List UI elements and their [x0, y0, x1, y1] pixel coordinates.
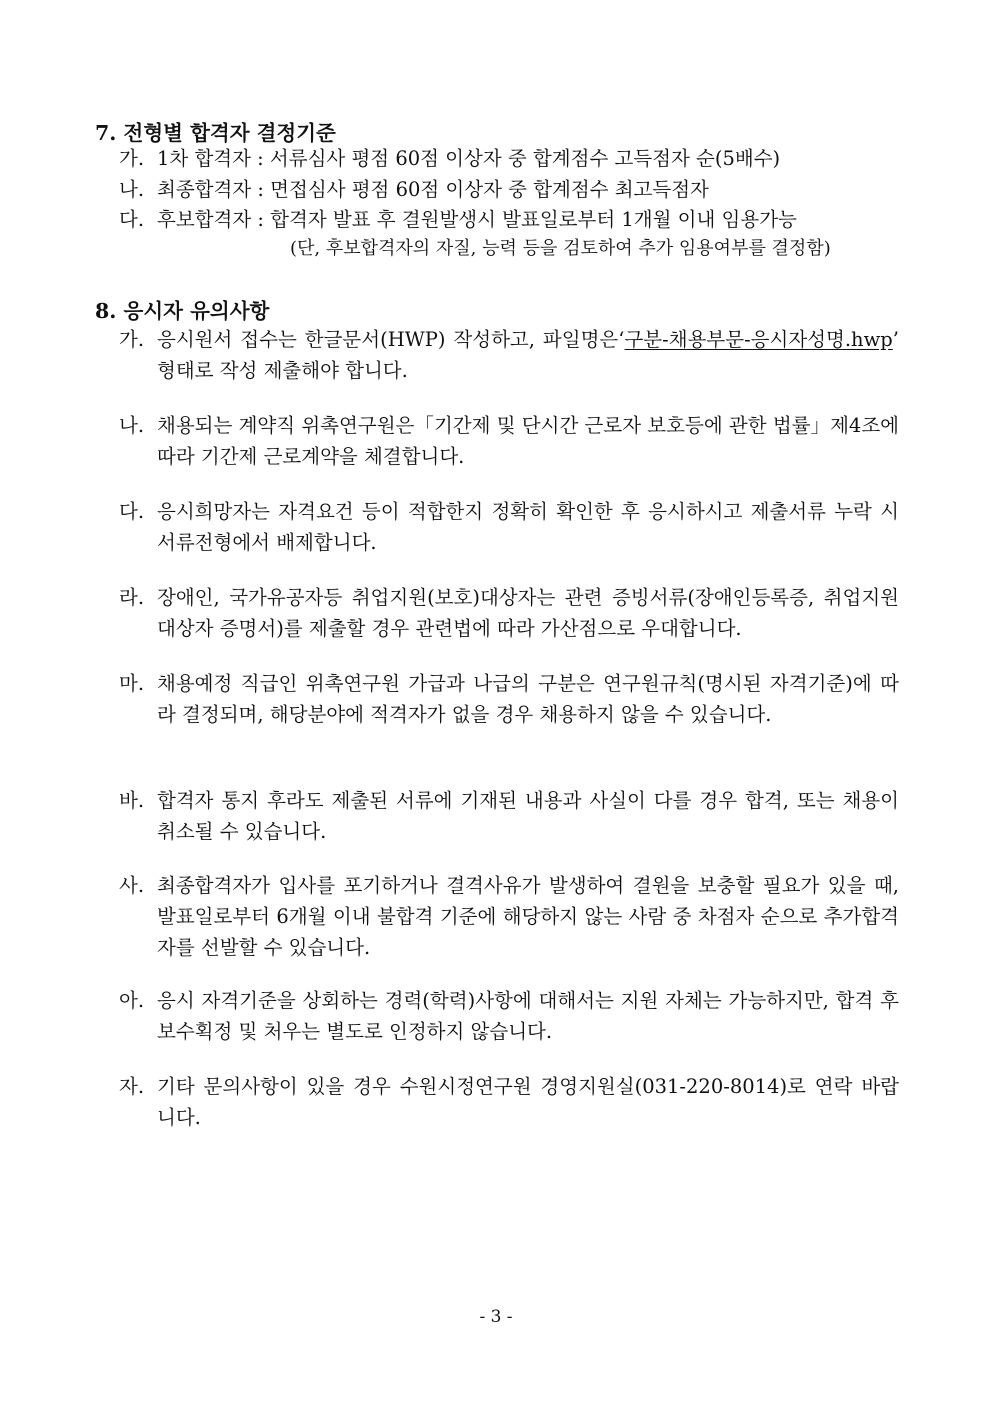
item-text: 응시 자격기준을 상회하는 경력(학력)사항에 대해서는 지원 자체는 가능하지만, 합격 후 보수획정 및 처우는 별도로 인정하지 않습니다.: [157, 989, 899, 1043]
notice-item-a: [119, 985, 899, 1047]
item-text: [157, 324, 899, 386]
item-marker: 마.: [119, 672, 145, 695]
item-text: 1차 합격자 : 서류심사 평점 60점 이상자 중 합계점수 고득점자 순(5배수): [157, 147, 781, 170]
page-number: - 3 -: [479, 1307, 513, 1327]
filename-format: 구분-채용부문-응시자성명.hwp: [624, 328, 893, 351]
item-text: 응시희망자는 자격요건 등이 적합한지 정확히 확인한 후 응시하시고 제출서류 누락 시 서류전형에서 배제합니다.: [157, 500, 899, 554]
notice-item-sa: [119, 870, 899, 963]
criteria-item-reserve: [119, 205, 899, 235]
item-marker: 라.: [119, 586, 145, 609]
item-marker: 가.: [119, 147, 145, 170]
item-marker: 사.: [119, 874, 145, 897]
item-marker: 바.: [119, 789, 145, 812]
item-marker: 나.: [119, 414, 145, 437]
notice-item-ja: [119, 1071, 899, 1133]
item-marker: 가.: [119, 328, 145, 351]
item-text: 채용예정 직급인 위촉연구원 가급과 나급의 구분은 연구원규칙(명시된 자격기준)에 따라 결정되며, 해당분야에 적격자가 없을 경우 채용하지 않을 수 있습니다.: [157, 672, 899, 726]
notice-item-ra: [119, 582, 899, 644]
item-marker: 다.: [119, 500, 145, 523]
item-text: 최종합격자가 입사를 포기하거나 결격사유가 발생하여 결원을 보충할 필요가 있을 때, 발표일로부터 6개월 이내 불합격 기준에 해당하지 않는 사람 중 차점자 순으로 추가합격자를 선발할 수 있습니다.: [157, 874, 899, 959]
notice-item-da: [119, 496, 899, 558]
item-text: 후보합격자 : 합격자 발표 후 결원발생시 발표일로부터 1개월 이내 임용가능: [157, 208, 797, 231]
item-marker: 아.: [119, 989, 145, 1012]
reserve-note: (단, 후보합격자의 자질, 능력 등을 검토하여 추가 임용여부를 결정함): [290, 238, 831, 259]
item-text-part: 응시원서 접수는 한글문서(HWP) 작성하고, 파일명은‘: [157, 328, 625, 351]
notice-item-na: [119, 410, 899, 472]
notice-item-ma: [119, 668, 899, 730]
item-text: 채용되는 계약직 위촉연구원은「기간제 및 단시간 근로자 보호등에 관한 법률」제4조에 따라 기간제 근로계약을 체결합니다.: [157, 414, 899, 468]
item-text: 합격자 통지 후라도 제출된 서류에 기재된 내용과 사실이 다를 경우 합격, 또는 채용이 취소될 수 있습니다.: [157, 789, 899, 843]
item-marker: 나.: [119, 178, 145, 201]
criteria-item-first-round: [119, 144, 899, 174]
item-text: 장애인, 국가유공자등 취업지원(보호)대상자는 관련 증빙서류(장애인등록증, 취업지원대상자 증명서)를 제출할 경우 관련법에 따라 가산점으로 우대합니다.: [157, 586, 899, 640]
item-marker: 다.: [119, 208, 145, 231]
criteria-item-final: [119, 175, 899, 205]
notice-item-ba: [119, 785, 899, 847]
section-7-title: 7. 전형별 합격자 결정기준: [95, 121, 336, 145]
notice-item-ga: [119, 324, 899, 386]
section-8-title: 8. 응시자 유의사항: [95, 299, 270, 323]
item-text: 기타 문의사항이 있을 경우 수원시정연구원 경영지원실(031-220-8014)로 연락 바랍니다.: [157, 1075, 899, 1129]
item-text-part: ’ 형태로 작성 제출해야 합니다.: [157, 328, 899, 382]
item-marker: 자.: [119, 1075, 145, 1098]
item-text: 최종합격자 : 면접심사 평점 60점 이상자 중 합계점수 최고득점자: [157, 178, 709, 201]
